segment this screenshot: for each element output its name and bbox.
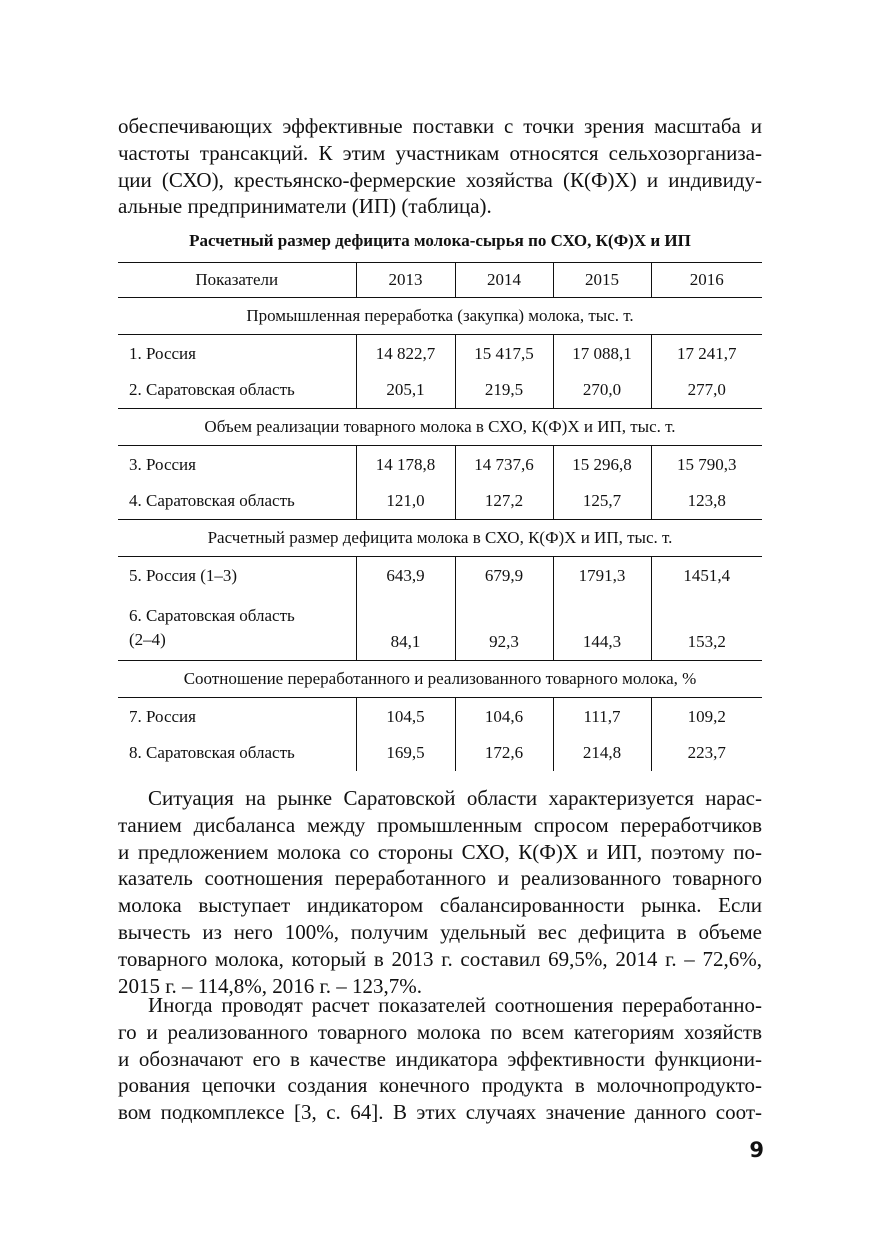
table-row — [118, 372, 762, 409]
table-row — [118, 335, 762, 373]
text-line: и предложением молока со стороны СХО, К(Ф)Х и ИП, поэтому по- — [118, 839, 762, 864]
table-cell: 123,8 — [651, 483, 762, 520]
table-cell: 84,1 — [356, 594, 455, 661]
table-row — [118, 735, 762, 771]
text-line: рования цепочки создания конечного продукта в молочнопродукто- — [118, 1073, 762, 1098]
table-cell: 104,5 — [356, 698, 455, 736]
table-cell: 17 241,7 — [651, 335, 762, 373]
table-cell: 223,7 — [651, 735, 762, 771]
text-line: Ситуация на рынке Саратовской области характеризуется нарас- — [148, 786, 762, 810]
page-number: 9 — [749, 1138, 764, 1162]
table-cell: 109,2 — [651, 698, 762, 736]
section-header-row — [118, 409, 762, 446]
section-title: Промышленная переработка (закупка) молока, тыс. т. — [118, 298, 762, 335]
row-label-line: 6. Саратовская область — [129, 606, 295, 625]
section-title: Расчетный размер дефицита молока в СХО, К(Ф)Х и ИП, тыс. т. — [118, 520, 762, 557]
table-cell: 277,0 — [651, 372, 762, 409]
table-cell: 172,6 — [455, 735, 553, 771]
table-cell: 153,2 — [651, 594, 762, 661]
table-cell: 121,0 — [356, 483, 455, 520]
table-cell: 1791,3 — [553, 557, 651, 595]
section-header-row — [118, 520, 762, 557]
text-line: и обозначают его в качестве индикатора эффективности функциони- — [118, 1046, 762, 1071]
closing-paragraph — [118, 992, 762, 1126]
text-line: ции (СХО), крестьянско-фермерские хозяйства (К(Ф)Х) и индивиду- — [118, 167, 762, 192]
row-label-line: (2–4) — [129, 630, 166, 649]
table-cell: 17 088,1 — [553, 335, 651, 373]
column-header: 2015 — [553, 263, 651, 298]
table-cell: 14 737,6 — [455, 446, 553, 484]
table-cell: 169,5 — [356, 735, 455, 771]
table-cell: 92,3 — [455, 594, 553, 661]
text-line: молока выступает индикатором сбалансированности рынка. Если — [118, 893, 762, 918]
table-cell: 14 822,7 — [356, 335, 455, 373]
text-line: обеспечивающих эффективные поставки с точки зрения масштаба и — [118, 114, 762, 138]
section-header-row — [118, 661, 762, 698]
table-cell: 214,8 — [553, 735, 651, 771]
table-cell: 643,9 — [356, 557, 455, 595]
table-row — [118, 483, 762, 520]
table-cell: 125,7 — [553, 483, 651, 520]
column-header: 2014 — [455, 263, 553, 298]
table-cell: 144,3 — [553, 594, 651, 661]
table-cell: 15 790,3 — [651, 446, 762, 484]
text-line: товарного молока, который в 2013 г. составил 69,5%, 2014 г. – 72,6%, — [118, 946, 762, 971]
table-row — [118, 594, 762, 661]
text-line: 2015 г. – 114,8%, 2016 г. – 123,7%. — [118, 973, 422, 998]
table-row — [118, 557, 762, 595]
column-header: Показатели — [118, 263, 356, 298]
deficit-table — [118, 262, 762, 771]
row-label — [118, 594, 356, 661]
table-row — [118, 698, 762, 736]
text-line: вом подкомплексе [3, с. 64]. В этих случаях значение данного соот- — [118, 1100, 762, 1125]
table-cell: 15 417,5 — [455, 335, 553, 373]
table-cell: 270,0 — [553, 372, 651, 409]
row-label: 8. Саратовская область — [129, 743, 295, 762]
text-line: альные предприниматели (ИП) (таблица). — [118, 194, 492, 219]
text-line: го и реализованного товарного молока по всем категориям хозяйств — [118, 1019, 762, 1044]
intro-paragraph — [118, 113, 762, 220]
text-line: танием дисбаланса между промышленным спросом переработчиков — [118, 812, 762, 837]
table-cell: 104,6 — [455, 698, 553, 736]
text-line: вычесть из него 100%, получим удельный вес дефицита в объеме — [118, 919, 762, 944]
table-header-row — [118, 263, 762, 298]
row-label: 2. Саратовская область — [118, 372, 356, 409]
table-caption: Расчетный размер дефицита молока-сырья по СХО, К(Ф)Х и ИП — [189, 231, 691, 250]
row-label: 5. Россия (1–3) — [129, 565, 238, 585]
analysis-paragraph — [118, 785, 762, 999]
table-cell: 111,7 — [553, 698, 651, 736]
row-label: 4. Саратовская область — [118, 483, 356, 520]
table-cell: 679,9 — [455, 557, 553, 595]
table-row — [118, 446, 762, 484]
table-cell: 15 296,8 — [553, 446, 651, 484]
column-header: 2013 — [356, 263, 455, 298]
section-title: Объем реализации товарного молока в СХО, К(Ф)Х и ИП, тыс. т. — [118, 409, 762, 446]
section-header-row — [118, 298, 762, 335]
text-line: частоты трансакций. К этим участникам относятся сельхозорганиза- — [118, 140, 762, 165]
section-title: Соотношение переработанного и реализованного товарного молока, % — [118, 661, 762, 698]
table-cell: 205,1 — [356, 372, 455, 409]
table-cell: 127,2 — [455, 483, 553, 520]
table-cell: 14 178,8 — [356, 446, 455, 484]
row-label: 1. Россия — [129, 343, 196, 363]
row-label: 3. Россия — [129, 454, 196, 474]
row-label: 7. Россия — [129, 706, 196, 726]
text-line: Иногда проводят расчет показателей соотношения переработанно- — [148, 993, 762, 1017]
column-header: 2016 — [651, 263, 762, 298]
table-cell: 1451,4 — [651, 557, 762, 595]
text-line: казатель соотношения переработанного и реализованного товарного — [118, 866, 762, 891]
table-cell: 219,5 — [455, 372, 553, 409]
